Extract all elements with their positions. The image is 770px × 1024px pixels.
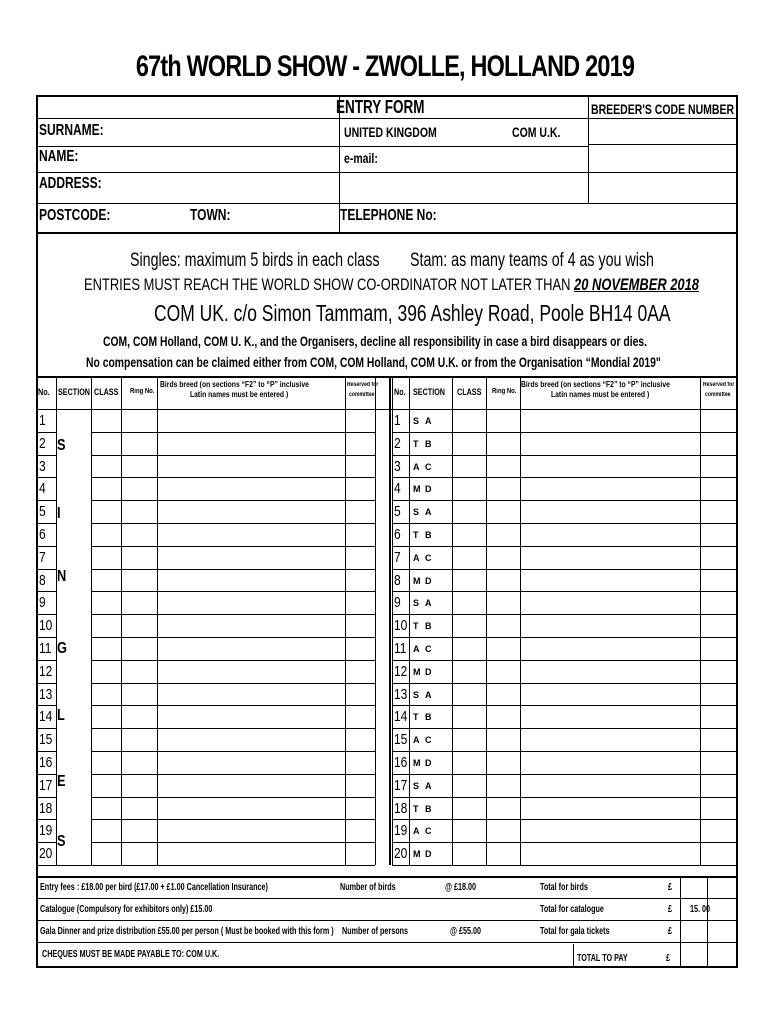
stam-letter: M — [413, 484, 421, 495]
stam-letter: A — [413, 826, 420, 837]
header-rule — [37, 232, 737, 234]
table-row-line — [392, 774, 737, 775]
stam-letter: T — [413, 803, 419, 814]
stam-note: Stam: as many teams of 4 as you wish — [410, 250, 654, 271]
header-rule — [37, 203, 737, 204]
table-row-line — [37, 683, 56, 684]
stam-letter: T — [413, 438, 419, 449]
table-row-line — [91, 637, 375, 638]
left-col-section: SECTION — [58, 387, 91, 397]
table-row-line — [392, 477, 737, 478]
header-rule — [37, 146, 589, 147]
right-col-section: SECTION — [413, 387, 446, 397]
table-row-line — [91, 477, 375, 478]
left-row-number: 12 — [39, 662, 53, 680]
right-row-number: 1 — [394, 412, 401, 429]
footer-top — [37, 876, 737, 878]
total-box-left — [573, 944, 574, 968]
page-title: 67th WORLD SHOW - ZWOLLE, HOLLAND 2019 — [135, 50, 635, 83]
left-table-col-line — [91, 376, 92, 865]
left-table-col-line — [37, 376, 38, 865]
stam-side-letter: B — [425, 621, 432, 632]
left-row-number: 7 — [39, 548, 46, 566]
singles-letter: G — [57, 640, 67, 657]
disclaimer-line-2: No compensation can be claimed either from COM, COM Holland, COM U.K. or from the Organisation “Mondial 2019" — [86, 354, 661, 370]
stam-letter: S — [413, 780, 420, 791]
table-row-line — [91, 683, 375, 684]
stam-side-letter: C — [425, 644, 432, 654]
header-rule — [37, 172, 589, 173]
cheques-text: CHEQUES MUST BE MADE PAYABLE TO: COM U.K. — [42, 949, 220, 960]
persons-rate: @ £55.00 — [450, 926, 482, 937]
right-col-ring: Ring No. — [492, 388, 517, 395]
breeder-code-label: BREEDER'S CODE NUMBER — [591, 101, 735, 117]
left-row-number: 11 — [39, 640, 52, 657]
table-row-line — [392, 591, 737, 592]
right-table-col-line — [409, 376, 410, 865]
right-row-number: 14 — [394, 708, 408, 726]
left-row-number: 17 — [39, 776, 53, 794]
table-row-line — [37, 569, 56, 570]
left-col-class: CLASS — [94, 387, 119, 397]
right-col-no: No. — [394, 387, 406, 397]
table-row-line — [392, 614, 737, 615]
right-row-number: 15 — [394, 731, 408, 749]
table-row-line — [91, 500, 375, 501]
left-row-number: 18 — [39, 799, 53, 817]
pound-sign: £ — [668, 882, 673, 893]
left-col-reserved-2: committee — [349, 392, 375, 398]
table-row-line — [91, 774, 375, 775]
table-bottom-line — [392, 865, 737, 866]
stam-letter: M — [413, 849, 421, 860]
footer-rule — [37, 942, 737, 943]
table-row-line — [392, 728, 737, 729]
total-to-pay-label: TOTAL TO PAY — [577, 953, 628, 964]
gala-text: Gala Dinner and prize distribution £55.00 per person ( Must be booked with this form ) — [40, 926, 334, 937]
table-row-line — [37, 842, 56, 843]
left-row-number: 15 — [39, 731, 53, 749]
right-row-number: 19 — [394, 822, 408, 840]
table-row-line — [91, 705, 375, 706]
table-row-line — [37, 500, 56, 501]
table-row-line — [37, 728, 56, 729]
table-row-line — [37, 523, 56, 524]
pound-sign: £ — [668, 926, 673, 937]
right-row-number: 5 — [394, 503, 401, 521]
total-birds-label: Total for birds — [540, 882, 588, 893]
right-col-breed-2: Latin names must be entered ) — [551, 390, 650, 399]
table-row-line — [392, 523, 737, 524]
singles-note: Singles: maximum 5 birds in each class — [130, 250, 380, 271]
right-row-number: 17 — [394, 776, 408, 794]
table-row-line — [392, 546, 737, 547]
right-row-number: 3 — [394, 457, 401, 475]
left-row-number: 6 — [39, 526, 46, 543]
singles-letter: S — [57, 437, 66, 454]
table-row-line — [37, 477, 56, 478]
left-row-number: 5 — [39, 503, 46, 521]
table-row-line — [37, 432, 56, 433]
table-row-line — [91, 455, 375, 456]
name-label: NAME: — [39, 148, 79, 165]
table-row-line — [37, 774, 56, 775]
footer-rule — [37, 898, 737, 899]
table-row-line — [392, 842, 737, 843]
table-row-line — [91, 751, 375, 752]
table-row-line — [91, 728, 375, 729]
right-row-number: 12 — [394, 662, 408, 680]
right-row-number: 10 — [394, 617, 408, 635]
stam-side-letter: D — [425, 666, 432, 677]
table-row-line — [392, 660, 737, 661]
pound-divider — [680, 876, 681, 968]
pound-sign: £ — [666, 953, 671, 964]
right-table-col-line — [452, 376, 453, 865]
right-table-col-line — [392, 376, 393, 865]
table-row-line — [91, 819, 375, 820]
header-rule — [37, 118, 737, 119]
table-row-line — [392, 819, 737, 820]
left-table-col-line — [157, 376, 158, 865]
stam-side-letter: C — [425, 826, 432, 837]
left-row-number: 13 — [39, 685, 53, 703]
left-row-number: 4 — [39, 480, 46, 498]
singles-letter: I — [57, 505, 61, 522]
left-col-breed-2: Latin names must be entered ) — [190, 390, 289, 399]
stam-letter: A — [413, 552, 420, 563]
table-header-top — [37, 376, 737, 378]
stam-letter: M — [413, 666, 421, 677]
singles-letter: L — [57, 707, 65, 724]
stam-letter: T — [413, 530, 419, 540]
deadline-note: ENTRIES MUST REACH THE WORLD SHOW CO-ORDINATOR NOT LATER THAN 20 NOVEMBER 2018 — [84, 275, 699, 294]
table-row-line — [392, 500, 737, 501]
header-rule — [589, 144, 737, 145]
left-row-number: 10 — [39, 617, 53, 635]
right-row-number: 11 — [394, 640, 407, 657]
header-rule — [589, 172, 737, 173]
left-table-col-line — [375, 376, 376, 865]
right-row-number: 2 — [394, 434, 401, 452]
table-row-line — [392, 705, 737, 706]
table-row-line — [37, 546, 56, 547]
table-row-line — [37, 705, 56, 706]
surname-label: SURNAME: — [39, 122, 104, 139]
right-table-col-line — [486, 376, 487, 865]
table-row-line — [37, 591, 56, 592]
number-of-persons-label: Number of persons — [342, 926, 409, 937]
singles-letter: N — [57, 568, 67, 585]
right-table-col-line — [700, 376, 701, 865]
entry-fees-text: Entry fees : £18.00 per bird (£17.00 + £1.00 Cancellation Insurance) — [40, 882, 268, 893]
stam-side-letter: B — [425, 438, 432, 449]
stam-letter: T — [413, 712, 419, 723]
table-row-line — [91, 797, 375, 798]
stam-letter: S — [413, 507, 420, 518]
right-table-col-line — [737, 376, 738, 865]
country-label: UNITED KINGDOM — [344, 124, 437, 140]
left-col-ring: Ring No. — [130, 388, 155, 395]
stam-side-letter: B — [425, 530, 432, 540]
left-table-col-line — [121, 376, 122, 865]
amount-divider — [707, 876, 708, 968]
right-table-col-line — [520, 376, 521, 865]
right-row-number: 18 — [394, 799, 408, 817]
right-col-breed-1: Birds breed (on sections “F2” to “P” inclusive — [521, 380, 670, 389]
pound-sign: £ — [668, 904, 673, 915]
right-col-class: CLASS — [457, 387, 482, 397]
table-row-line — [37, 637, 56, 638]
catalogue-amount: 15. 00 — [690, 904, 711, 915]
left-row-number: 9 — [39, 594, 46, 612]
entry-form-heading: ENTRY FORM — [336, 97, 425, 117]
table-row-line — [392, 432, 737, 433]
stam-letter: M — [413, 575, 421, 586]
stam-side-letter: B — [425, 712, 432, 723]
right-row-number: 16 — [394, 754, 408, 771]
table-row-line — [392, 797, 737, 798]
left-row-number: 20 — [39, 845, 53, 863]
singles-letter: E — [57, 773, 66, 790]
total-gala-label: Total for gala tickets — [540, 926, 610, 937]
stam-side-letter: A — [425, 780, 432, 791]
stam-side-letter: A — [425, 416, 432, 426]
table-row-line — [392, 455, 737, 456]
stam-letter: T — [413, 621, 419, 632]
table-row-line — [91, 432, 375, 433]
table-row-line — [37, 819, 56, 820]
stam-side-letter: D — [425, 849, 432, 860]
stam-letter: S — [413, 689, 420, 700]
stam-side-letter: A — [425, 598, 432, 609]
table-row-line — [91, 842, 375, 843]
email-label: e-mail: — [344, 150, 378, 166]
singles-letter: S — [57, 833, 66, 850]
stam-side-letter: D — [425, 484, 432, 495]
disclaimer-line-1: COM, COM Holland, COM U. K., and the Organisers, decline all responsibility in case a bird disappears or dies. — [103, 333, 648, 349]
left-col-breed-1: Birds breed (on sections “F2” to “P” inclusive — [160, 380, 309, 389]
right-row-number: 9 — [394, 594, 401, 612]
left-row-number: 19 — [39, 822, 53, 840]
catalogue-text: Catalogue (Compulsory for exhibitors only) £15.00 — [40, 904, 213, 915]
table-row-line — [392, 751, 737, 752]
stam-side-letter: C — [425, 552, 432, 563]
right-col-reserved-1: Reserved for — [703, 382, 735, 388]
stam-side-letter: D — [425, 758, 432, 768]
stam-side-letter: B — [425, 803, 432, 814]
deadline-date: 20 NOVEMBER 2018 — [574, 275, 699, 294]
birds-rate: @ £18.00 — [445, 882, 477, 893]
table-gutter-line — [389, 376, 391, 865]
right-row-number: 20 — [394, 845, 408, 863]
entry-form-frame — [36, 95, 738, 968]
table-header-bottom — [37, 409, 737, 410]
table-row-line — [37, 455, 56, 456]
right-row-number: 7 — [394, 548, 401, 566]
table-row-line — [37, 751, 56, 752]
stam-letter: A — [413, 461, 420, 472]
coordinator-address: COM UK. c/o Simon Tammam, 396 Ashley Road, Poole BH14 0AA — [154, 300, 671, 326]
table-row-line — [91, 569, 375, 570]
table-row-line — [392, 683, 737, 684]
table-row-line — [91, 614, 375, 615]
table-row-line — [91, 523, 375, 524]
left-col-reserved-1: Reserved for — [347, 382, 379, 388]
left-row-number: 8 — [39, 571, 46, 589]
table-row-line — [37, 614, 56, 615]
table-row-line — [37, 660, 56, 661]
stam-side-letter: C — [425, 461, 432, 472]
table-bottom-line — [37, 865, 375, 866]
right-row-number: 13 — [394, 685, 408, 703]
town-label: TOWN: — [190, 207, 231, 224]
left-row-number: 2 — [39, 434, 46, 452]
footer-rule — [37, 920, 737, 921]
left-row-number: 1 — [39, 412, 46, 429]
right-row-number: 8 — [394, 571, 401, 589]
left-col-no: No. — [38, 387, 50, 397]
table-row-line — [91, 591, 375, 592]
left-table-col-line — [345, 376, 346, 865]
right-col-reserved-2: committee — [705, 392, 731, 398]
stam-letter: A — [413, 735, 420, 746]
left-row-number: 16 — [39, 754, 53, 771]
table-row-line — [392, 637, 737, 638]
address-label: ADDRESS: — [39, 175, 102, 192]
table-row-line — [91, 660, 375, 661]
table-row-line — [91, 546, 375, 547]
right-row-number: 4 — [394, 480, 401, 498]
left-row-number: 14 — [39, 708, 53, 726]
telephone-label: TELEPHONE No: — [340, 207, 437, 224]
stam-side-letter: D — [425, 575, 432, 586]
stam-letter: S — [413, 416, 420, 426]
stam-side-letter: C — [425, 735, 432, 746]
breeder-divider — [588, 96, 589, 204]
table-row-line — [392, 569, 737, 570]
stam-side-letter: A — [425, 689, 432, 700]
com-label: COM U.K. — [512, 124, 561, 140]
right-row-number: 6 — [394, 526, 401, 543]
stam-letter: A — [413, 644, 420, 654]
left-row-number: 3 — [39, 457, 46, 475]
stam-side-letter: A — [425, 507, 432, 518]
number-of-birds-label: Number of birds — [340, 882, 396, 893]
postcode-label: POSTCODE: — [39, 207, 111, 224]
table-row-line — [37, 797, 56, 798]
total-catalogue-label: Total for catalogue — [540, 904, 604, 915]
stam-letter: S — [413, 598, 420, 609]
stam-letter: M — [413, 758, 421, 768]
